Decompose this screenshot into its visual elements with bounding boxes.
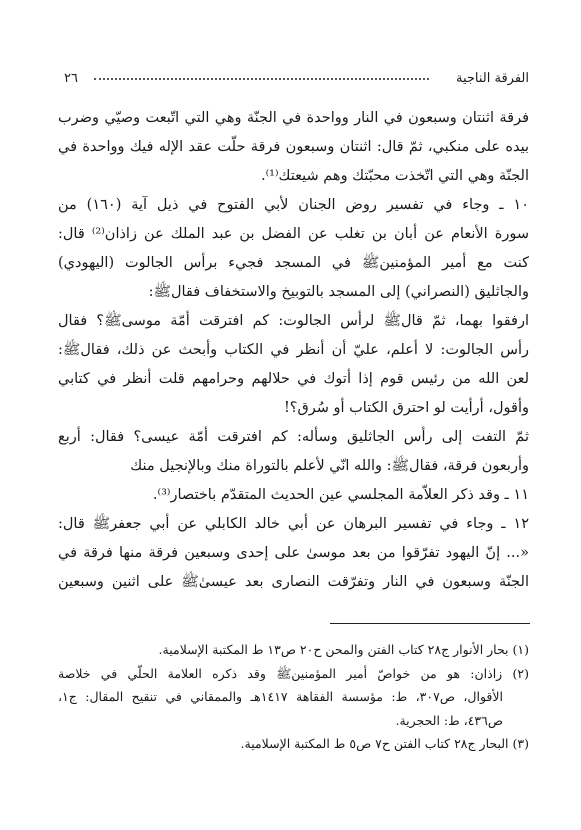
footnote-line: (٣) البحار ج٢٨ كتاب الفتن ح٧ ص٥ ط المكتبة الإسلامية. bbox=[240, 736, 529, 751]
footnotes bbox=[58, 638, 529, 756]
main-text bbox=[58, 104, 529, 597]
text-line: ١٠ ـ وجاء في تفسير روض الجنان لأبي الفتوح في ذيل آية (١٦٠) من bbox=[58, 197, 529, 213]
running-header bbox=[64, 68, 529, 90]
text-line: ثمّ التفت إلى رأس الجاثليق وسأله: كم افترقت أمّة عيسى؟ فقال: أربع bbox=[58, 429, 529, 445]
running-title: الفرقة الناجية bbox=[452, 68, 529, 90]
text-line: كنت مع أمير المؤمنينﷺ في المسجد فجيء برأس الجالوت (اليهودي) bbox=[58, 255, 529, 271]
text-line: بيده على منكبي، ثمّ قال: اثنتان وسبعون فرقة حلّت عقد الإله فيك وواحدة في bbox=[58, 139, 529, 155]
dotted-leader bbox=[94, 78, 429, 80]
text-line: الجنّة وسبعون في النار وتفرّقت النصارى بعد عيسىٰﷺ على اثنين وسبعين bbox=[58, 574, 529, 590]
footnote-line: ص٤٣٦، ط: الحجرية. bbox=[395, 712, 503, 728]
text-line: ارفقوا بهما، ثمّ قالﷺ لرأس الجالوت: كم افترقت أمّة موسىﷺ؟ فقال bbox=[58, 313, 529, 329]
footnote-line: (١) بحار الأنوار ج٢٨ كتاب الفتن والمحن ح٢٠ ص١٣ ط المكتبة الإسلامية. bbox=[158, 642, 529, 657]
text-line: لعن الله من رئيس قوم إذا أتوك في حلالهم وحرامهم قلت أنظر في كتابي bbox=[58, 371, 529, 387]
text-line: ١٢ ـ وجاء في تفسير البرهان عن أبي خالد الكابلي عن أبي جعفرﷺ قال: bbox=[58, 516, 529, 532]
footnote-line: الأقوال، ص٣٠٧، ط: مؤسسة الفقاهة ١٤١٧هـ والممقاني في تنقيح المقال: ج١، bbox=[58, 689, 503, 704]
footnote-line: (٢) زاذان: هو من خواصّ أمير المؤمنينﷺ وقد ذكره العلامة الحلّي في خلاصة bbox=[58, 665, 529, 681]
text-line: «... إنّ اليهود تفرّقوا من بعد موسىٰ على إحدى وسبعين فرقة منها فرقة في bbox=[58, 545, 529, 561]
text-line: فرقة اثنتان وسبعون في النار وواحدة في الجنّة وهي التي اتّبعت وصيّي وضرب bbox=[58, 110, 529, 126]
text-line: وأربعون فرقة، فقالﷺ: والله انّي لأعلم بالتوراة منك وبالإنجيل منك bbox=[130, 458, 529, 474]
text-line: ١١ ـ وقد ذكر العلاّمة المجلسي عين الحديث المتقدّم باختصار⁽³⁾. bbox=[152, 487, 529, 503]
text-line: والجاثليق (النصراني) إلى المسجد بالتوبيخ والاستخفاف فقالﷺ: bbox=[148, 284, 529, 300]
text-line: الجنّة وهي التي اتّخذت محبّتك وهم شيعتك⁽¹⁾. bbox=[260, 168, 529, 184]
text-line: سورة الأنعام عن أبان بن تغلب عن الفضل بن عبد الملك عن زاذان⁽²⁾ قال: bbox=[58, 226, 529, 242]
page-number: ٢٦ bbox=[64, 68, 82, 90]
text-line: رأس الجالوت: لا أعلم، عليّ أن أنظر في الكتاب وأبحث عن ذلك، فقالﷺ: bbox=[58, 342, 529, 358]
text-line: وأقول، أرأيت لو احترق الكتاب أو سُرق؟! bbox=[283, 400, 529, 416]
footnote-separator bbox=[330, 623, 530, 624]
